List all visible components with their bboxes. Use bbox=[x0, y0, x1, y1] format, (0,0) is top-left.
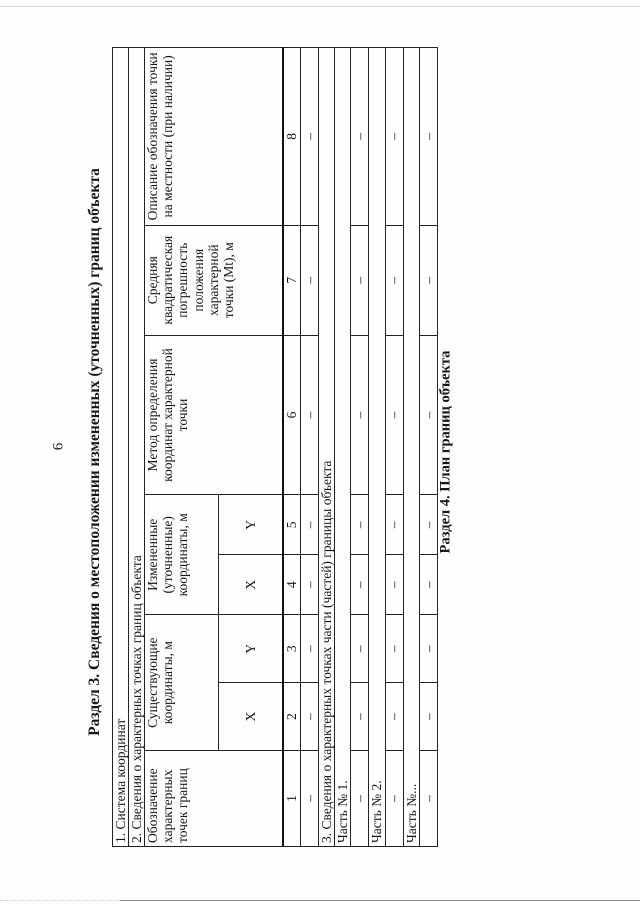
table-row bbox=[403, 48, 419, 847]
coordinates-table-wrap bbox=[112, 47, 436, 847]
scan-edge-left bbox=[0, 900, 120, 901]
dash-cell: – bbox=[419, 683, 437, 751]
column-number-row bbox=[283, 48, 301, 847]
table-row bbox=[351, 48, 369, 847]
dash-cell: – bbox=[301, 335, 319, 495]
dash-cell: – bbox=[351, 555, 369, 615]
dash-cell: – bbox=[301, 683, 319, 751]
dash-cell: – bbox=[301, 225, 319, 335]
table-row bbox=[385, 48, 403, 847]
table-row bbox=[335, 48, 351, 847]
dash-cell: – bbox=[385, 683, 403, 751]
table-row bbox=[301, 48, 319, 847]
dash-cell: – bbox=[385, 751, 403, 847]
dash-cell: – bbox=[419, 48, 437, 226]
col-num-1: 1 bbox=[283, 751, 301, 847]
col-num-4: 4 bbox=[283, 555, 301, 615]
part-n-label: Часть №... bbox=[403, 48, 419, 847]
coordinates-table bbox=[112, 47, 438, 847]
dash-cell: – bbox=[301, 48, 319, 226]
header-changed-x: X bbox=[219, 555, 283, 615]
table-row bbox=[419, 48, 437, 847]
col-num-2: 2 bbox=[283, 683, 301, 751]
dash-cell: – bbox=[385, 225, 403, 335]
scan-edge-bottom bbox=[120, 900, 640, 901]
header-row bbox=[145, 48, 219, 847]
dash-cell: – bbox=[419, 615, 437, 683]
part-points-row: 3. Сведения о характерных точках части (частей) границы объекта bbox=[319, 48, 335, 847]
scan-edge-top bbox=[0, 0, 640, 7]
header-existing-y: Y bbox=[219, 615, 283, 683]
dash-cell: – bbox=[301, 495, 319, 555]
table-row bbox=[113, 48, 129, 847]
section3-title: Раздел 3. Сведения о местоположении измененных (уточненных) границ объекта bbox=[86, 168, 103, 736]
header-existing-x: X bbox=[219, 683, 283, 751]
table-row bbox=[369, 48, 385, 847]
header-description: Описание обозначения точки на местности (при наличии) bbox=[145, 48, 283, 226]
dash-cell: – bbox=[419, 751, 437, 847]
header-changed: Измененные (уточненные) координаты, м bbox=[145, 495, 219, 615]
col-num-6: 6 bbox=[283, 335, 301, 495]
page-number: 6 bbox=[50, 442, 67, 451]
dash-cell: – bbox=[301, 751, 319, 847]
table-row bbox=[129, 48, 145, 847]
col-num-3: 3 bbox=[283, 615, 301, 683]
dash-cell: – bbox=[301, 555, 319, 615]
dash-cell: – bbox=[351, 225, 369, 335]
dash-cell: – bbox=[419, 335, 437, 495]
dash-cell: – bbox=[419, 225, 437, 335]
section4-title: Раздел 4. План границ объекта bbox=[437, 350, 454, 554]
col-num-8: 8 bbox=[283, 48, 301, 226]
col-num-7: 7 bbox=[283, 225, 301, 335]
coord-system-row: 1. Система координат bbox=[113, 48, 129, 847]
col-num-5: 5 bbox=[283, 495, 301, 555]
dash-cell: – bbox=[351, 615, 369, 683]
dash-cell: – bbox=[385, 495, 403, 555]
dash-cell: – bbox=[385, 48, 403, 226]
header-existing: Существующие координаты, м bbox=[145, 615, 219, 751]
header-designation: Обозначение характерных точек границ bbox=[145, 751, 283, 847]
dash-cell: – bbox=[385, 335, 403, 495]
table-row bbox=[319, 48, 335, 847]
part-1-label: Часть № 1. bbox=[335, 48, 351, 847]
part-2-label: Часть № 2. bbox=[369, 48, 385, 847]
header-rms-error: Средняя квадратическая погрешность положения характерной точки (Mt), м bbox=[145, 225, 283, 335]
dash-cell: – bbox=[419, 495, 437, 555]
header-changed-y: Y bbox=[219, 495, 283, 555]
dash-cell: – bbox=[419, 555, 437, 615]
dash-cell: – bbox=[385, 555, 403, 615]
char-points-row: 2. Сведения о характерных точках границ объекта bbox=[129, 48, 145, 847]
dash-cell: – bbox=[351, 335, 369, 495]
dash-cell: – bbox=[351, 495, 369, 555]
dash-cell: – bbox=[301, 615, 319, 683]
header-method: Метод определения координат характерной точки bbox=[145, 335, 283, 495]
dash-cell: – bbox=[385, 615, 403, 683]
dash-cell: – bbox=[351, 48, 369, 226]
dash-cell: – bbox=[351, 683, 369, 751]
dash-cell: – bbox=[351, 751, 369, 847]
